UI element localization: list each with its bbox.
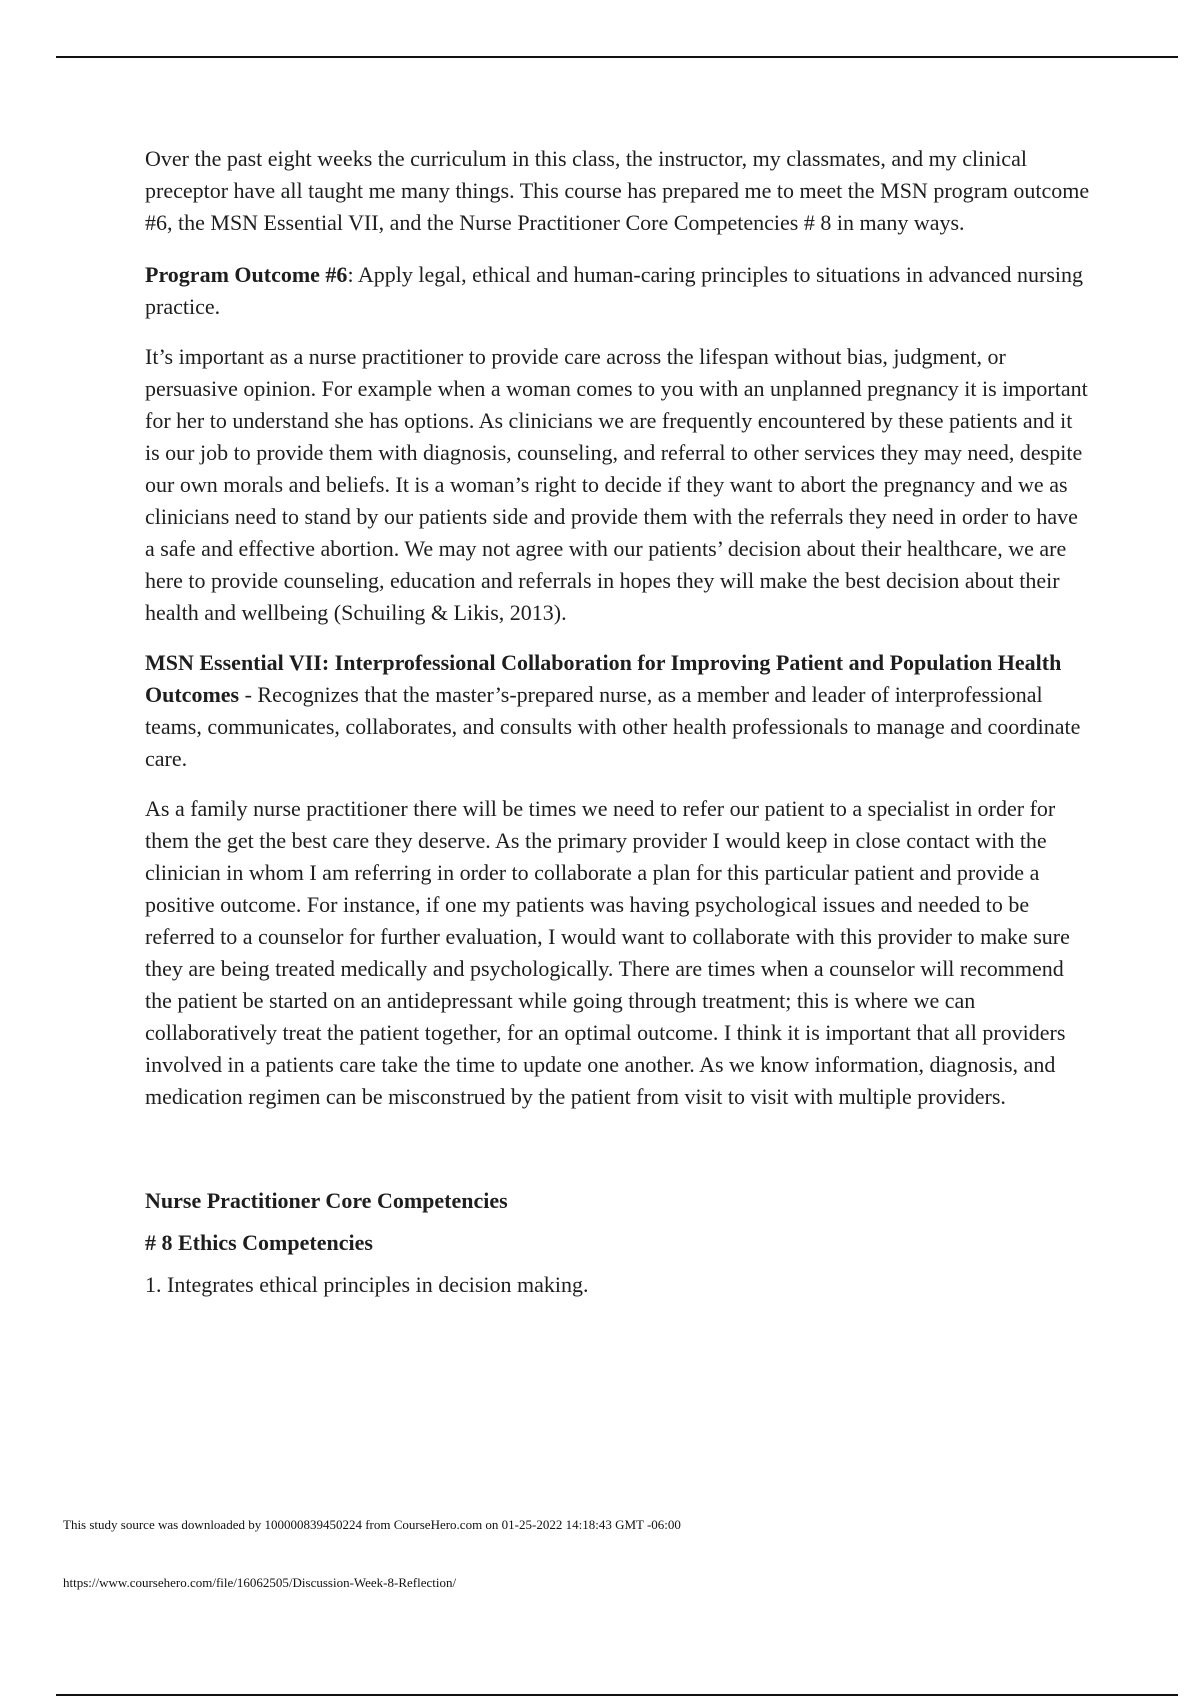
ethics-discussion-paragraph: It’s important as a nurse practitioner to provide care across the lifespan without bias, judgment, or persuasive opinion. For example when a woman comes to you with an unplanned pregnancy it is important for her to understand she has options. As clinicians we are frequently encountered by these patients and it is our job to provide them with diagnosis, counseling, and referral to other services they may need, despite our own morals and beliefs. It is a woman’s right to decide if they want to abort the pregnancy and we as clinicians need to stand by our patients side and provide them with the referrals they need in order to have a safe and effective abortion. We may not agree with our patients’ decision about their healthcare, we are here to provide counseling, education and referrals in hopes they will make the best decision about their health and wellbeing (Schuiling & Likis, 2013). [145,344,1088,625]
ethics-competencies-heading: # 8 Ethics Competencies [145,1230,373,1255]
source-url[interactable]: https://www.coursehero.com/file/16062505/Discussion-Week-8-Reflection/ [63,1575,457,1590]
msn-essential-paragraph [145,647,1090,775]
program-outcome-label: Program Outcome #6 [145,262,348,287]
program-outcome-paragraph [145,259,1090,323]
section-gap [145,1113,1090,1185]
msn-essential-text: - Recognizes that the master’s-prepared nurse, as a member and leader of interprofessional teams, communicates, collaborates, and consults with other health professionals to manage and coordinate care. [145,682,1081,771]
document-body [145,143,1090,1301]
download-notice: This study source was downloaded by 100000839450224 from CourseHero.com on 01-25-2022 14:18:43 GMT -06:00 [63,1517,681,1532]
bottom-rule [56,1694,1178,1696]
msn-essential-label: MSN Essential VII: Interprofessional Collaboration for Improving Patient and Population Health Outcomes [145,650,1062,707]
collaboration-discussion-paragraph: As a family nurse practitioner there will be times we need to refer our patient to a specialist in order for them the get the best care they deserve. As the primary provider I would keep in close contact with the clinician in whom I am referring in order to collaborate a plan for this particular patient and provide a positive outcome. For instance, if one my patients was having psychological issues and needed to be referred to a counselor for further evaluation, I would want to collaborate with this provider to make sure they are being treated medically and psychologically. There are times when a counselor will recommend the patient be started on an antidepressant while going through treatment; this is where we can collaboratively treat the patient together, for an optimal outcome. I think it is important that all providers involved in a patients care take the time to update one another. As we know information, diagnosis, and medication regimen can be misconstrued by the patient from visit to visit with multiple providers. [145,796,1070,1109]
competency-list-item: 1. Integrates ethical principles in decision making. [145,1272,589,1297]
competencies-heading: Nurse Practitioner Core Competencies [145,1188,508,1213]
program-outcome-text: : Apply legal, ethical and human-caring principles to situations in advanced nursing practice. [145,262,1084,319]
top-rule [56,56,1178,58]
intro-paragraph: Over the past eight weeks the curriculum in this class, the instructor, my classmates, and my clinical preceptor have all taught me many things. This course has prepared me to meet the MSN program outcome #6, the MSN Essential VII, and the Nurse Practitioner Core Competencies # 8 in many ways. [145,146,1090,235]
